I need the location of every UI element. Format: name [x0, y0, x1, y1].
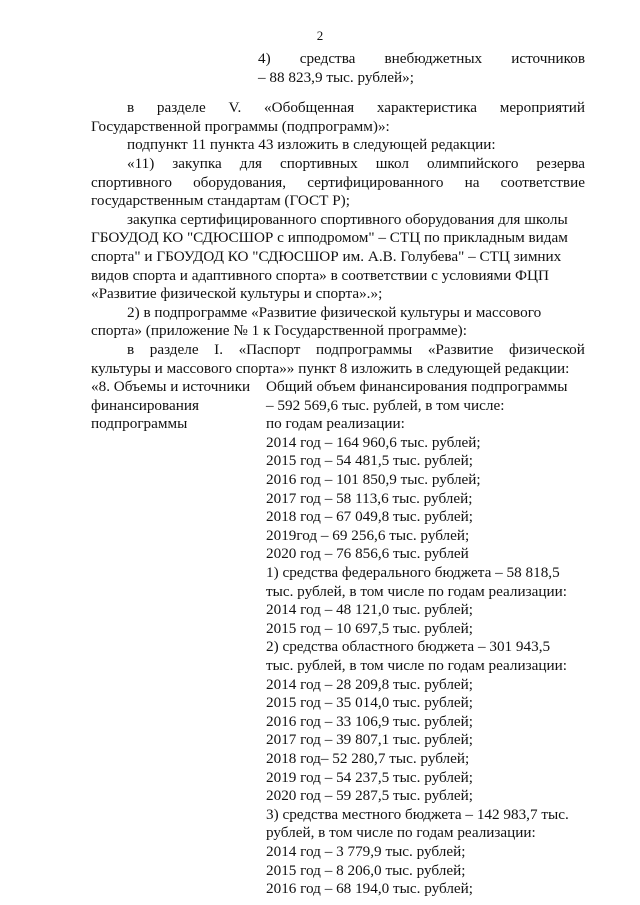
text-line: спорта" и ГБОУДОД КО "СДЮСШОР им. А.В. Голубева" – СТЦ зимних — [91, 247, 562, 265]
table-value: 2016 год – 101 850,9 тыс. рублей; — [266, 471, 481, 489]
table-value: Общий объем финансирования подпрограммы — [266, 378, 568, 396]
word: мероприятий — [499, 99, 585, 117]
table-value: 2014 год – 48 121,0 тыс. рублей; — [266, 601, 474, 619]
table-value: 2015 год – 54 481,5 тыс. рублей; — [266, 452, 474, 470]
word: разделе — [156, 99, 206, 117]
table-value: 2016 год – 68 194,0 тыс. рублей; — [266, 880, 474, 898]
table-value: – 592 569,6 тыс. рублей, в том числе: — [266, 396, 505, 414]
word: для — [239, 154, 263, 172]
justified-line — [91, 99, 585, 118]
word: «Паспорт — [238, 340, 301, 358]
word: источников — [511, 50, 585, 67]
table-value: 1) средства федерального бюджета – 58 818,5 — [266, 564, 560, 582]
table-label: подпрограммы — [91, 415, 188, 433]
table-value: тыс. рублей, в том числе по годам реализации: — [266, 657, 567, 674]
text-line: спорта» (приложение № 1 к Государственной программе): — [91, 322, 467, 340]
table-value: 2018 год – 67 049,8 тыс. рублей; — [266, 508, 474, 526]
word: разделе — [149, 340, 199, 358]
word: характеристика — [376, 99, 477, 117]
word: спортивных — [280, 154, 358, 172]
word: школ — [375, 154, 409, 172]
text-line: подпункт 11 пункта 43 изложить в следующей редакции: — [127, 136, 496, 154]
table-value: 3) средства местного бюджета – 142 983,7 тыс. — [266, 805, 569, 823]
table-value: 2017 год – 58 113,6 тыс. рублей; — [266, 489, 473, 507]
table-label-column — [91, 378, 266, 899]
word: в — [127, 340, 135, 358]
document-body — [91, 50, 585, 899]
word: «11) — [127, 154, 155, 172]
table-value: 2014 год – 164 960,6 тыс. рублей; — [266, 433, 481, 451]
word: на — [464, 173, 480, 191]
word: спортивного — [91, 173, 172, 191]
table-label: «8. Объемы и источники — [91, 378, 251, 396]
table-value: 2019год – 69 256,6 тыс. рублей; — [266, 526, 470, 544]
word: в — [127, 99, 135, 117]
justified-line — [258, 50, 585, 69]
word: V. — [228, 99, 242, 117]
table-value: тыс. рублей, в том числе по годам реализации: — [266, 582, 567, 600]
table-value: 2017 год – 39 807,1 тыс. рублей; — [266, 731, 474, 749]
word: I. — [214, 340, 224, 358]
text-line: «Развитие физической культуры и спорта».»; — [91, 285, 383, 303]
table-label: финансирования — [91, 396, 199, 414]
text-line: – 88 823,9 тыс. рублей»; — [258, 68, 414, 86]
word: «Обобщенная — [264, 99, 355, 117]
table-value: 2015 год – 10 697,5 тыс. рублей; — [266, 619, 474, 637]
financing-table — [91, 378, 585, 899]
word: сертифицированного — [307, 173, 444, 191]
table-value-column — [266, 378, 585, 899]
table-value: по годам реализации: — [266, 415, 405, 433]
table-value: 2020 год – 76 856,6 тыс. рублей — [266, 545, 469, 563]
word: олимпийского — [426, 154, 519, 172]
extrabudget-block — [91, 50, 585, 87]
text-line: видов спорта и адаптивного спорта» в соответствии с условиями ФЦП — [91, 266, 549, 284]
word: оборудования, — [193, 173, 287, 191]
text-line: государственным стандартам (ГОСТ Р); — [91, 192, 350, 210]
table-value: 2020 год – 59 287,5 тыс. рублей; — [266, 787, 474, 805]
word: физической — [508, 340, 585, 358]
table-value: 2015 год – 8 206,0 тыс. рублей; — [266, 861, 466, 879]
justified-line — [91, 155, 585, 174]
word: «Развитие — [427, 340, 494, 358]
word: подпрограммы — [315, 340, 413, 358]
table-value: 2016 год – 33 106,9 тыс. рублей; — [266, 712, 474, 730]
word: внебюджетных — [384, 50, 483, 67]
table-value: 2019 год – 54 237,5 тыс. рублей; — [266, 768, 474, 786]
text-line: закупка сертифицированного спортивного оборудования для школы — [127, 210, 568, 228]
page-number: 2 — [316, 28, 324, 43]
table-value: 2014 год – 28 209,8 тыс. рублей; — [266, 675, 474, 693]
word: резерва — [536, 154, 585, 172]
table-value: 2) средства областного бюджета – 301 943,5 — [266, 638, 551, 656]
word: закупка — [172, 154, 222, 172]
word: средства — [299, 50, 356, 67]
word: соответствие — [500, 173, 585, 191]
table-value: 2018 год– 52 280,7 тыс. рублей; — [266, 749, 470, 767]
justified-line — [91, 341, 585, 360]
text-line: 2) в подпрограмме «Развитие физической культуры и массового — [127, 303, 542, 321]
justified-line — [91, 174, 585, 193]
table-value: 2014 год – 3 779,9 тыс. рублей; — [266, 842, 466, 860]
table-value: 2015 год – 35 014,0 тыс. рублей; — [266, 694, 474, 712]
word: 4) — [258, 50, 271, 67]
text-line: Государственной программы (подпрограмм)»: — [91, 117, 390, 135]
table-value: рублей, в том числе по годам реализации: — [266, 824, 536, 842]
text-line: культуры и массового спорта»» пункт 8 изложить в следующей редакции: — [91, 359, 570, 377]
text-line: ГБОУДОД КО "СДЮСШОР с ипподромом" – СТЦ по прикладным видам — [91, 229, 568, 247]
